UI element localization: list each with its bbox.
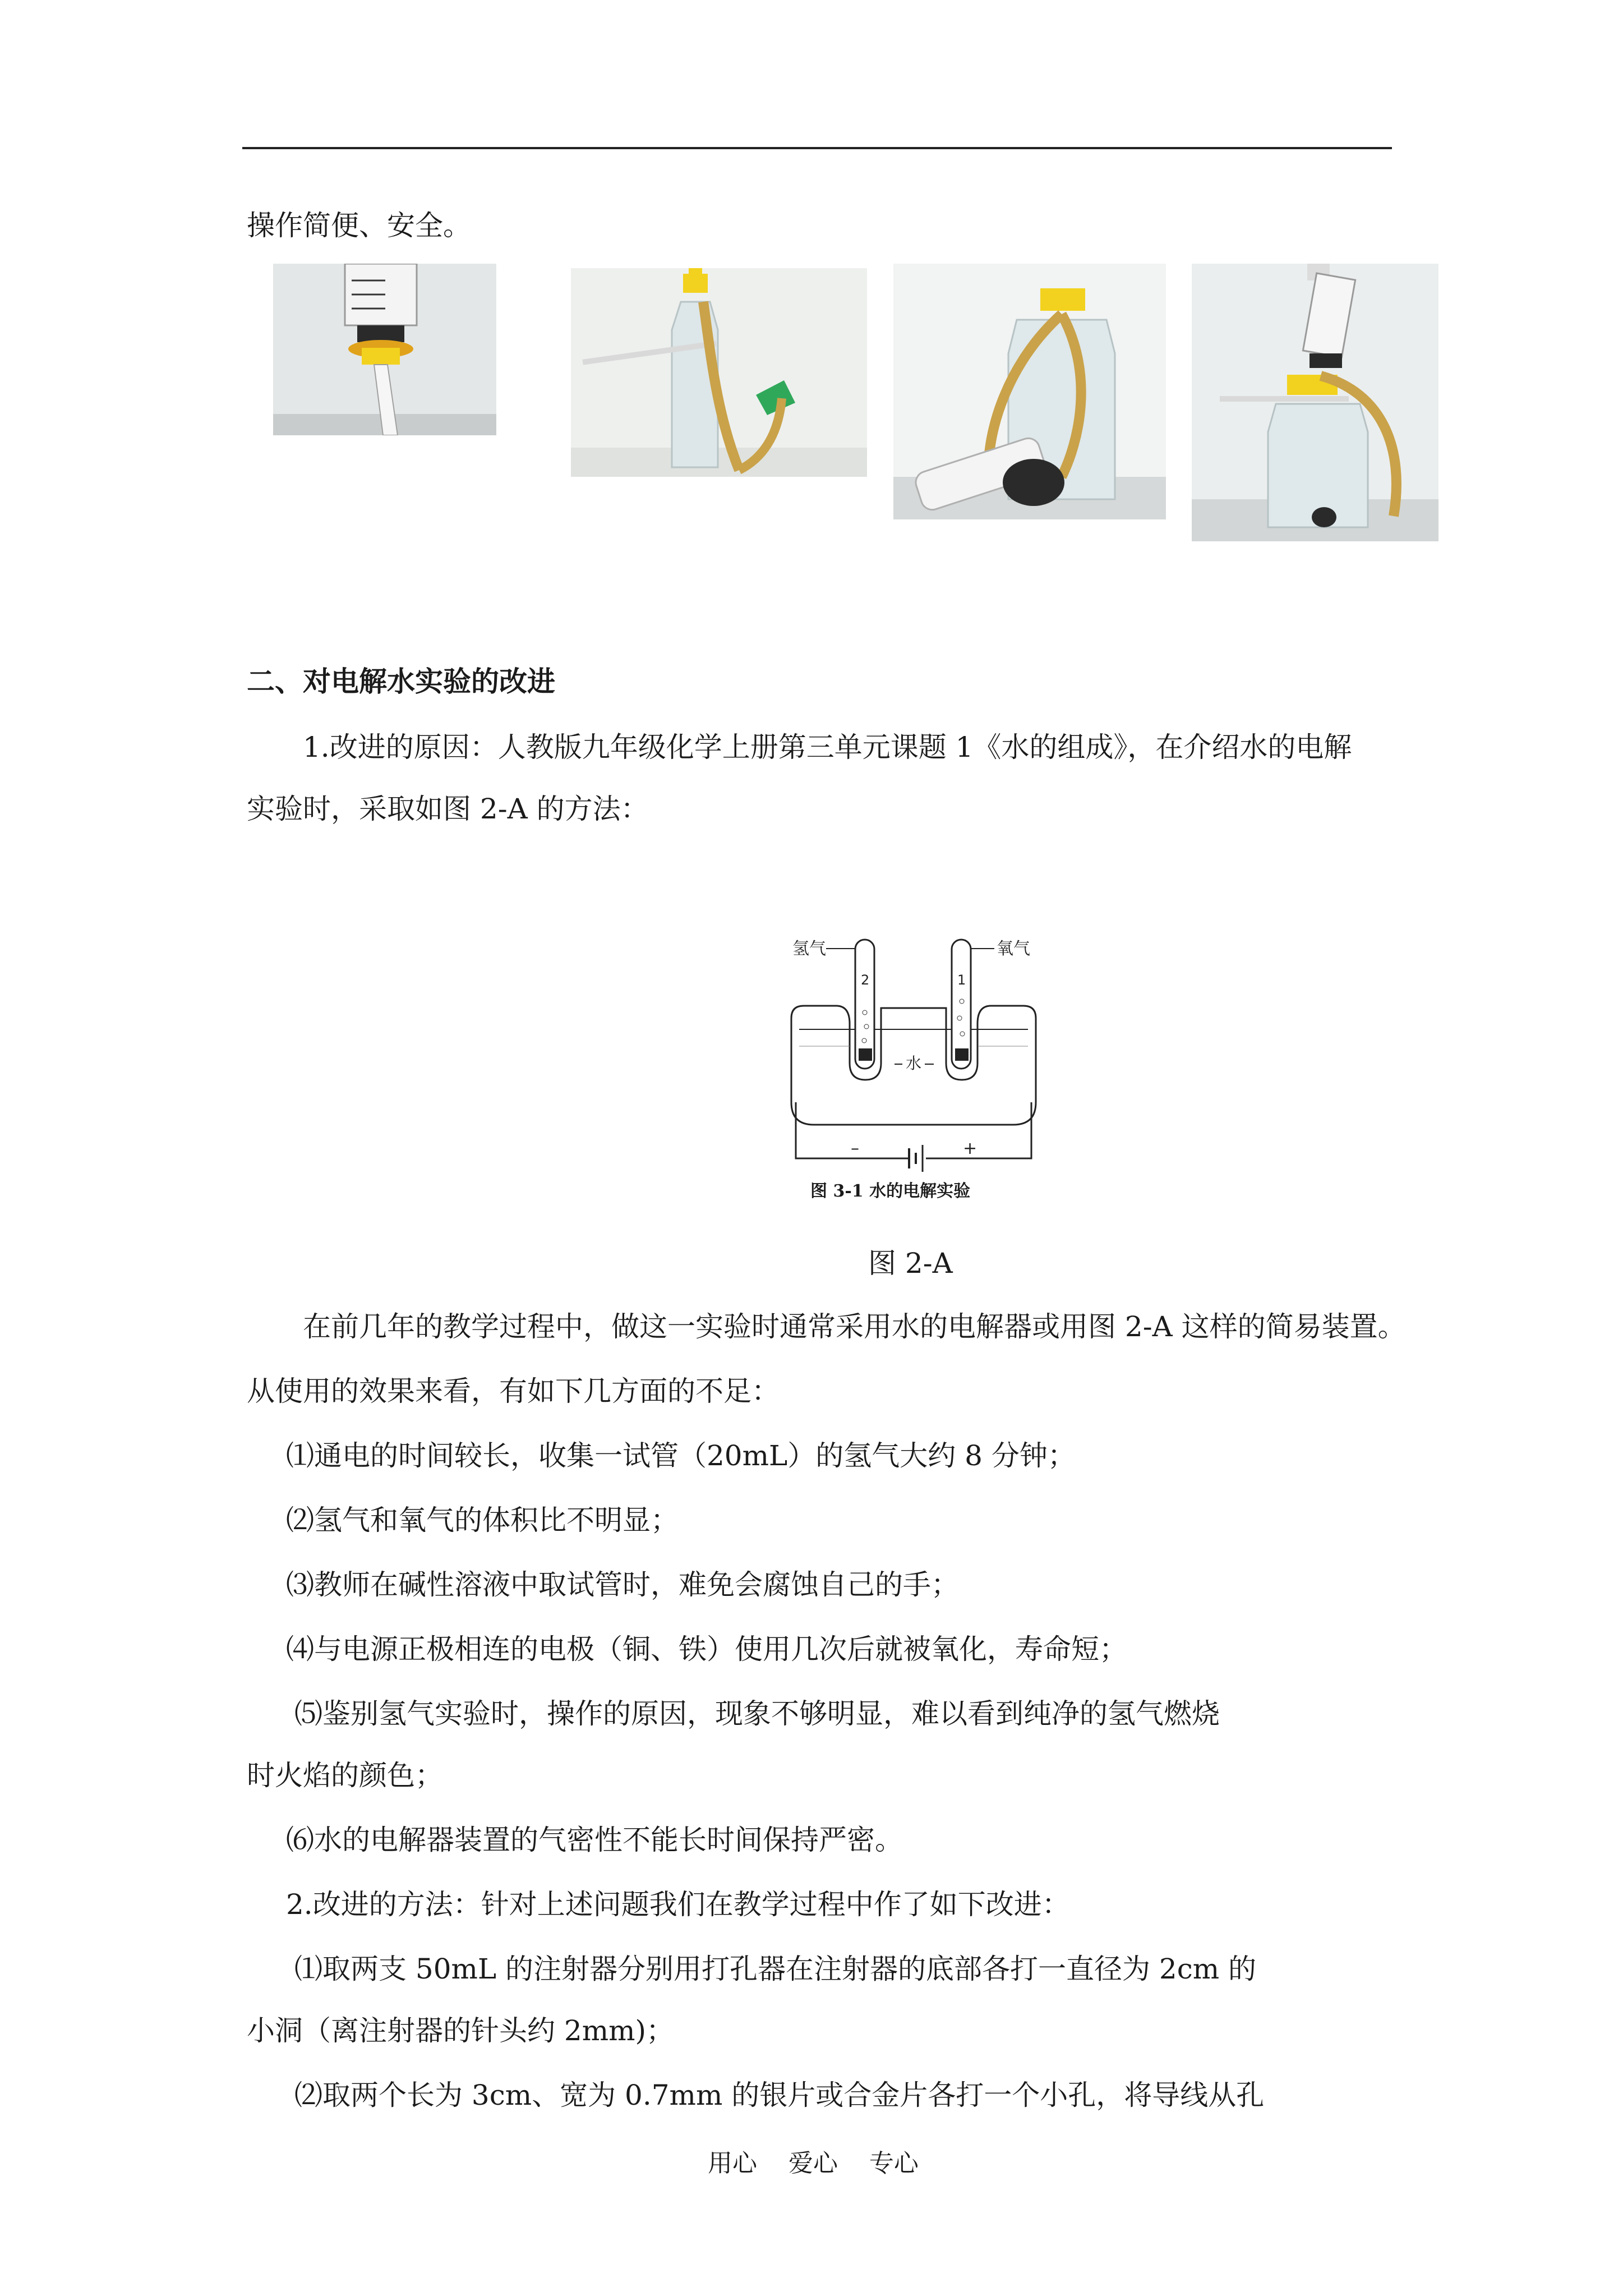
tube-right-mark: 1 xyxy=(957,972,966,988)
minus-sign: – xyxy=(851,1139,859,1158)
method-1-line2: 小洞（离注射器的针头约 2mm)； xyxy=(247,2014,675,2047)
figure-inner-caption: 图 3-1 水的电解实验 xyxy=(810,1181,971,1201)
header-rule xyxy=(242,147,1392,149)
photo-bottle-syringe-lying xyxy=(893,264,1166,519)
label-oxygen: 氧气 xyxy=(997,939,1030,959)
issue-5-line1: ⑸鉴别氢气实验时，操作的原因，现象不够明显，难以看到纯净的氢气燃烧 xyxy=(294,1697,1220,1730)
photo-bottle-syringe-top xyxy=(1192,264,1438,541)
para2-line1: 在前几年的教学过程中，做这一实验时通常采用水的电解器或用图 2-A 这样的简易装置。 xyxy=(303,1310,1406,1343)
label-hydrogen: 氢气 xyxy=(792,939,826,959)
method-1-line1: ⑴取两支 50mL 的注射器分别用打孔器在注射器的底部各打一直径为 2cm 的 xyxy=(294,1953,1257,1985)
water-label: 水 xyxy=(906,1054,922,1073)
photo-bottle-green-valve xyxy=(571,268,867,477)
plus-sign: + xyxy=(963,1139,978,1158)
top-line: 操作简便、安全。 xyxy=(247,209,471,242)
electrolysis-diagram xyxy=(782,934,1052,1203)
issue-2: ⑵氢气和氧气的体积比不明显； xyxy=(286,1504,679,1536)
issue-6: ⑹水的电解器装置的气密性不能长时间保持严密。 xyxy=(286,1824,903,1856)
issue-1: ⑴通电的时间较长，收集一试管（20mL）的氢气大约 8 分钟； xyxy=(286,1439,1076,1472)
method-intro: 2.改进的方法：针对上述问题我们在教学过程中作了如下改进： xyxy=(286,1888,1070,1921)
issue-5-line2: 时火焰的颜色； xyxy=(247,1759,443,1792)
figure-caption: 图 2-A xyxy=(868,1247,953,1280)
section-heading: 二、对电解水实验的改进 xyxy=(247,665,555,698)
page-footer: 用心 爱心 专心 xyxy=(708,2149,919,2178)
method-2-line1: ⑵取两个长为 3cm、宽为 0.7mm 的银片或合金片各打一个小孔，将导线从孔 xyxy=(294,2079,1265,2111)
issue-3: ⑶教师在碱性溶液中取试管时，难免会腐蚀自己的手； xyxy=(286,1568,959,1601)
para1-line1: 1.改进的原因：人教版九年级化学上册第三单元课题 1《水的组成》，在介绍水的电解 xyxy=(303,731,1352,763)
issue-4: ⑷与电源正极相连的电极（铜、铁）使用几次后就被氧化，寿命短； xyxy=(286,1633,1127,1665)
tube-left-mark: 2 xyxy=(861,972,870,988)
para2-line2: 从使用的效果来看，有如下几方面的不足： xyxy=(247,1375,780,1407)
photo-syringe-cap xyxy=(273,264,496,435)
para1-line2: 实验时，采取如图 2-A 的方法： xyxy=(247,793,649,825)
